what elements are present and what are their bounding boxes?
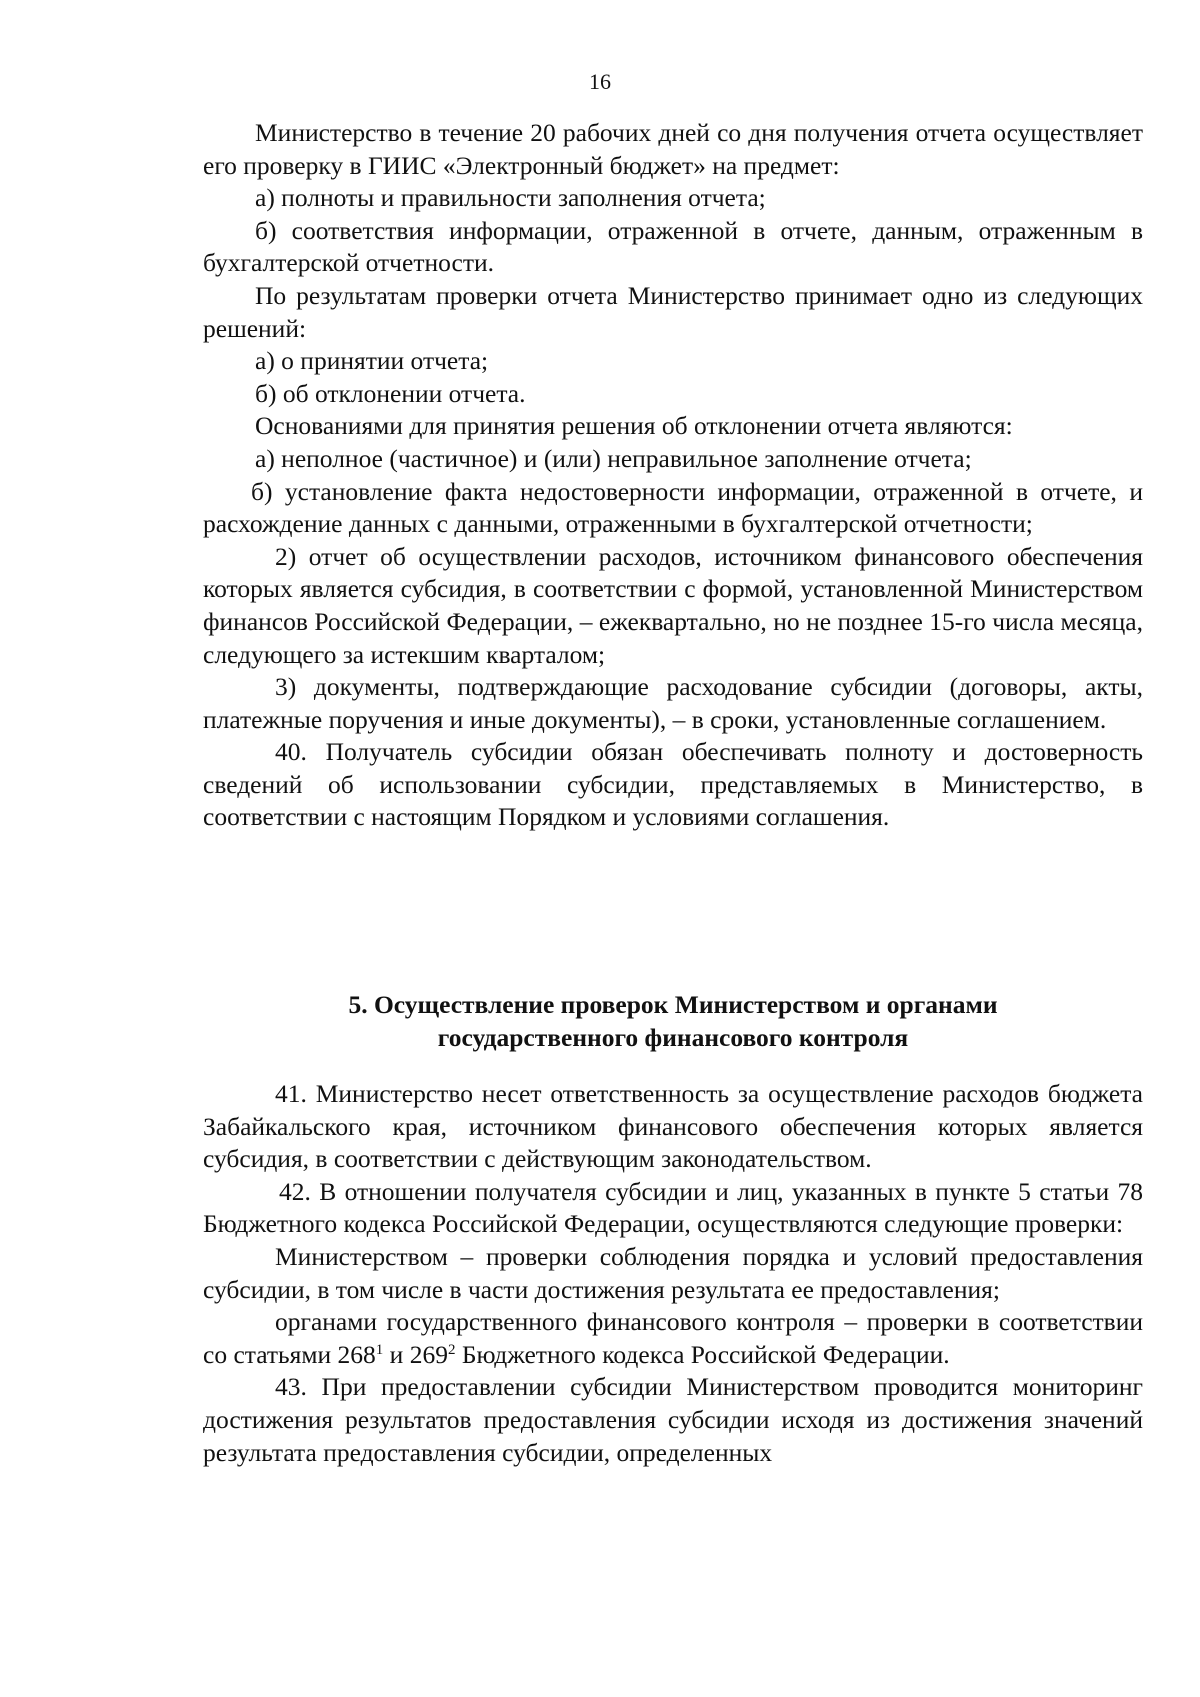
superscript: 2	[447, 1341, 456, 1358]
section-heading-line: государственного финансового контроля	[437, 1023, 909, 1052]
list-item: а) неполное (частичное) и (или) неправильное заполнение отчета;	[255, 443, 972, 473]
paragraph-rejection-grounds: Основаниями для принятия решения об отклонении отчета являются:	[255, 411, 1013, 441]
paragraph-42: 42. В отношении получателя субсидии и лиц, указанных в пункте 5 статьи 78 Бюджетного кодекса Российской Федерации, осуществляются следующие проверки:	[203, 1176, 1143, 1239]
report-verification-text	[203, 117, 1143, 834]
paragraph-42-ministry: Министерством – проверки соблюдения порядка и условий предоставления субсидии, в том числе в части достижения результата ее предоставления;	[203, 1241, 1143, 1304]
section-heading-line: 5. Осуществление проверок Министерством и органами	[348, 990, 998, 1019]
list-item: 2) отчет об осуществлении расходов, источником финансового обеспечения которых является субсидия, в соответствии с формой, установленной Министерством финансов Российской Федерации, – ежеквартально, но не позднее 15-го числа месяца, следующего за истекшим кварталом;	[203, 541, 1143, 669]
paragraph-ministry-check: Министерство в течение 20 рабочих дней со дня получения отчета осуществляет его проверку в ГИИС «Электронный бюджет» на предмет:	[203, 118, 1143, 180]
text-fragment: органами государственного финансового контроля – проверки в соответствии со статьями 268	[203, 1307, 1143, 1369]
list-item: б) установление факта недостоверности информации, отраженной в отчете, и расхождение данных с данными, отраженными в бухгалтерской отчетности;	[203, 476, 1143, 539]
list-item: 3) документы, подтверждающие расходование субсидии (договоры, акты, платежные поручения и иные документы), – в сроки, установленные соглашением.	[203, 672, 1143, 734]
list-item: б) об отклонении отчета.	[255, 378, 526, 408]
text-fragment: Бюджетного кодекса Российской Федерации.	[455, 1339, 950, 1369]
list-item: а) о принятии отчета;	[255, 346, 489, 376]
text-fragment: и 269	[383, 1339, 448, 1369]
paragraph-41: 41. Министерство несет ответственность за осуществление расходов бюджета Забайкальского края, источником финансового обеспечения которых является субсидия, в соответствии с действующим законодательством.	[203, 1079, 1143, 1174]
paragraph-43: 43. При предоставлении субсидии Министерством проводится мониторинг достижения результатов предоставления субсидии исходя из достижения значений результата предоставления субсидии, определенных	[203, 1372, 1143, 1467]
paragraph-40: 40. Получатель субсидии обязан обеспечивать полноту и достоверность сведений об использовании субсидии, представляемых в Министерство, в соответствии с настоящим Порядком и условиями соглашения.	[203, 737, 1143, 832]
paragraph-42-control-bodies	[203, 1306, 1143, 1371]
inspections-text	[203, 1078, 1143, 1469]
list-item: а) полноты и правильности заполнения отчета;	[255, 183, 766, 213]
superscript: 1	[375, 1341, 384, 1358]
paragraph-check-results: По результатам проверки отчета Министерство принимает одно из следующих решений:	[203, 280, 1143, 343]
page-number: 16	[589, 69, 611, 94]
list-item: б) соответствия информации, отраженной в отчете, данным, отраженным в бухгалтерской отчетности.	[203, 215, 1143, 278]
section-heading	[203, 988, 1143, 1054]
